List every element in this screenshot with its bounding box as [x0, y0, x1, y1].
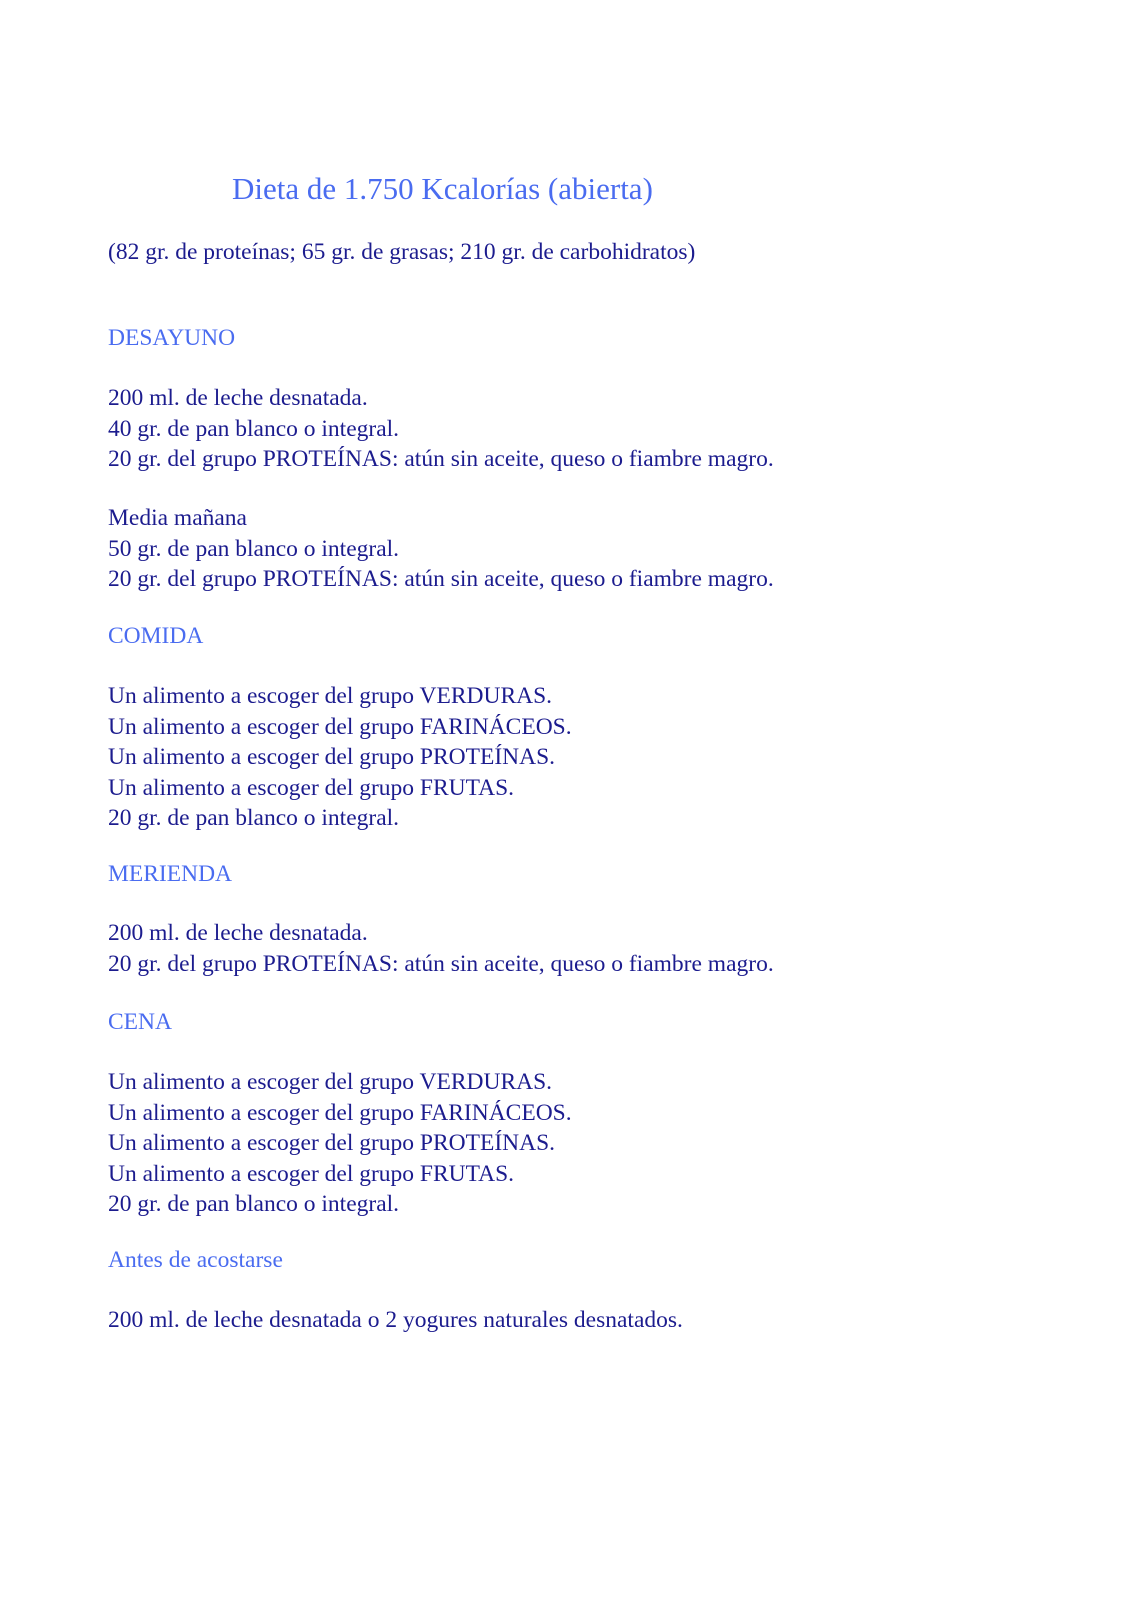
list-item: Un alimento a escoger del grupo FRUTAS. — [108, 774, 515, 801]
list-item: Un alimento a escoger del grupo FARINÁCEOS. — [108, 713, 572, 740]
list-item: 20 gr. del grupo PROTEÍNAS: atún sin aceite, queso o fiambre magro. — [108, 950, 774, 977]
list-item: Un alimento a escoger del grupo PROTEÍNAS. — [108, 744, 556, 770]
list-item: 20 gr. de pan blanco o integral. — [108, 1191, 400, 1217]
page-title: Dieta de 1.750 Kcalorías (abierta) — [232, 171, 653, 206]
section-heading-desayuno: DESAYUNO — [108, 325, 236, 351]
section-heading-comida: COMIDA — [108, 623, 204, 649]
list-item: Un alimento a escoger del grupo FRUTAS. — [108, 1160, 515, 1187]
comida-list — [108, 681, 572, 834]
merienda-list — [108, 918, 774, 979]
list-item: 50 gr. de pan blanco o integral. — [108, 535, 400, 562]
section-heading-merienda: MERIENDA — [108, 861, 233, 887]
list-item: Un alimento a escoger del grupo PROTEÍNAS. — [108, 1130, 556, 1156]
desayuno-list — [108, 383, 774, 475]
cena-list — [108, 1067, 572, 1220]
list-item: 200 ml. de leche desnatada o 2 yogures naturales desnatados. — [108, 1307, 683, 1333]
section-heading-antes-de-acostarse: Antes de acostarse — [108, 1247, 283, 1273]
list-item: 200 ml. de leche desnatada. — [108, 385, 368, 411]
list-item: Un alimento a escoger del grupo FARINÁCEOS. — [108, 1099, 572, 1126]
media-manana-label: Media mañana — [108, 505, 247, 531]
antes-de-acostarse-list — [108, 1305, 683, 1336]
list-item: 20 gr. de pan blanco o integral. — [108, 805, 400, 831]
list-item: 20 gr. del grupo PROTEÍNAS: atún sin aceite, queso o fiambre magro. — [108, 446, 774, 472]
list-item: Un alimento a escoger del grupo VERDURAS. — [108, 1069, 553, 1095]
section-heading-cena: CENA — [108, 1009, 172, 1035]
list-item: 40 gr. de pan blanco o integral. — [108, 415, 400, 442]
list-item: 200 ml. de leche desnatada. — [108, 920, 368, 946]
macros-subtitle: (82 gr. de proteínas; 65 gr. de grasas; 210 gr. de carbohidratos) — [108, 239, 696, 265]
list-item: Un alimento a escoger del grupo VERDURAS. — [108, 683, 553, 709]
media-manana-list — [108, 503, 774, 595]
list-item: 20 gr. del grupo PROTEÍNAS: atún sin aceite, queso o fiambre magro. — [108, 566, 774, 592]
